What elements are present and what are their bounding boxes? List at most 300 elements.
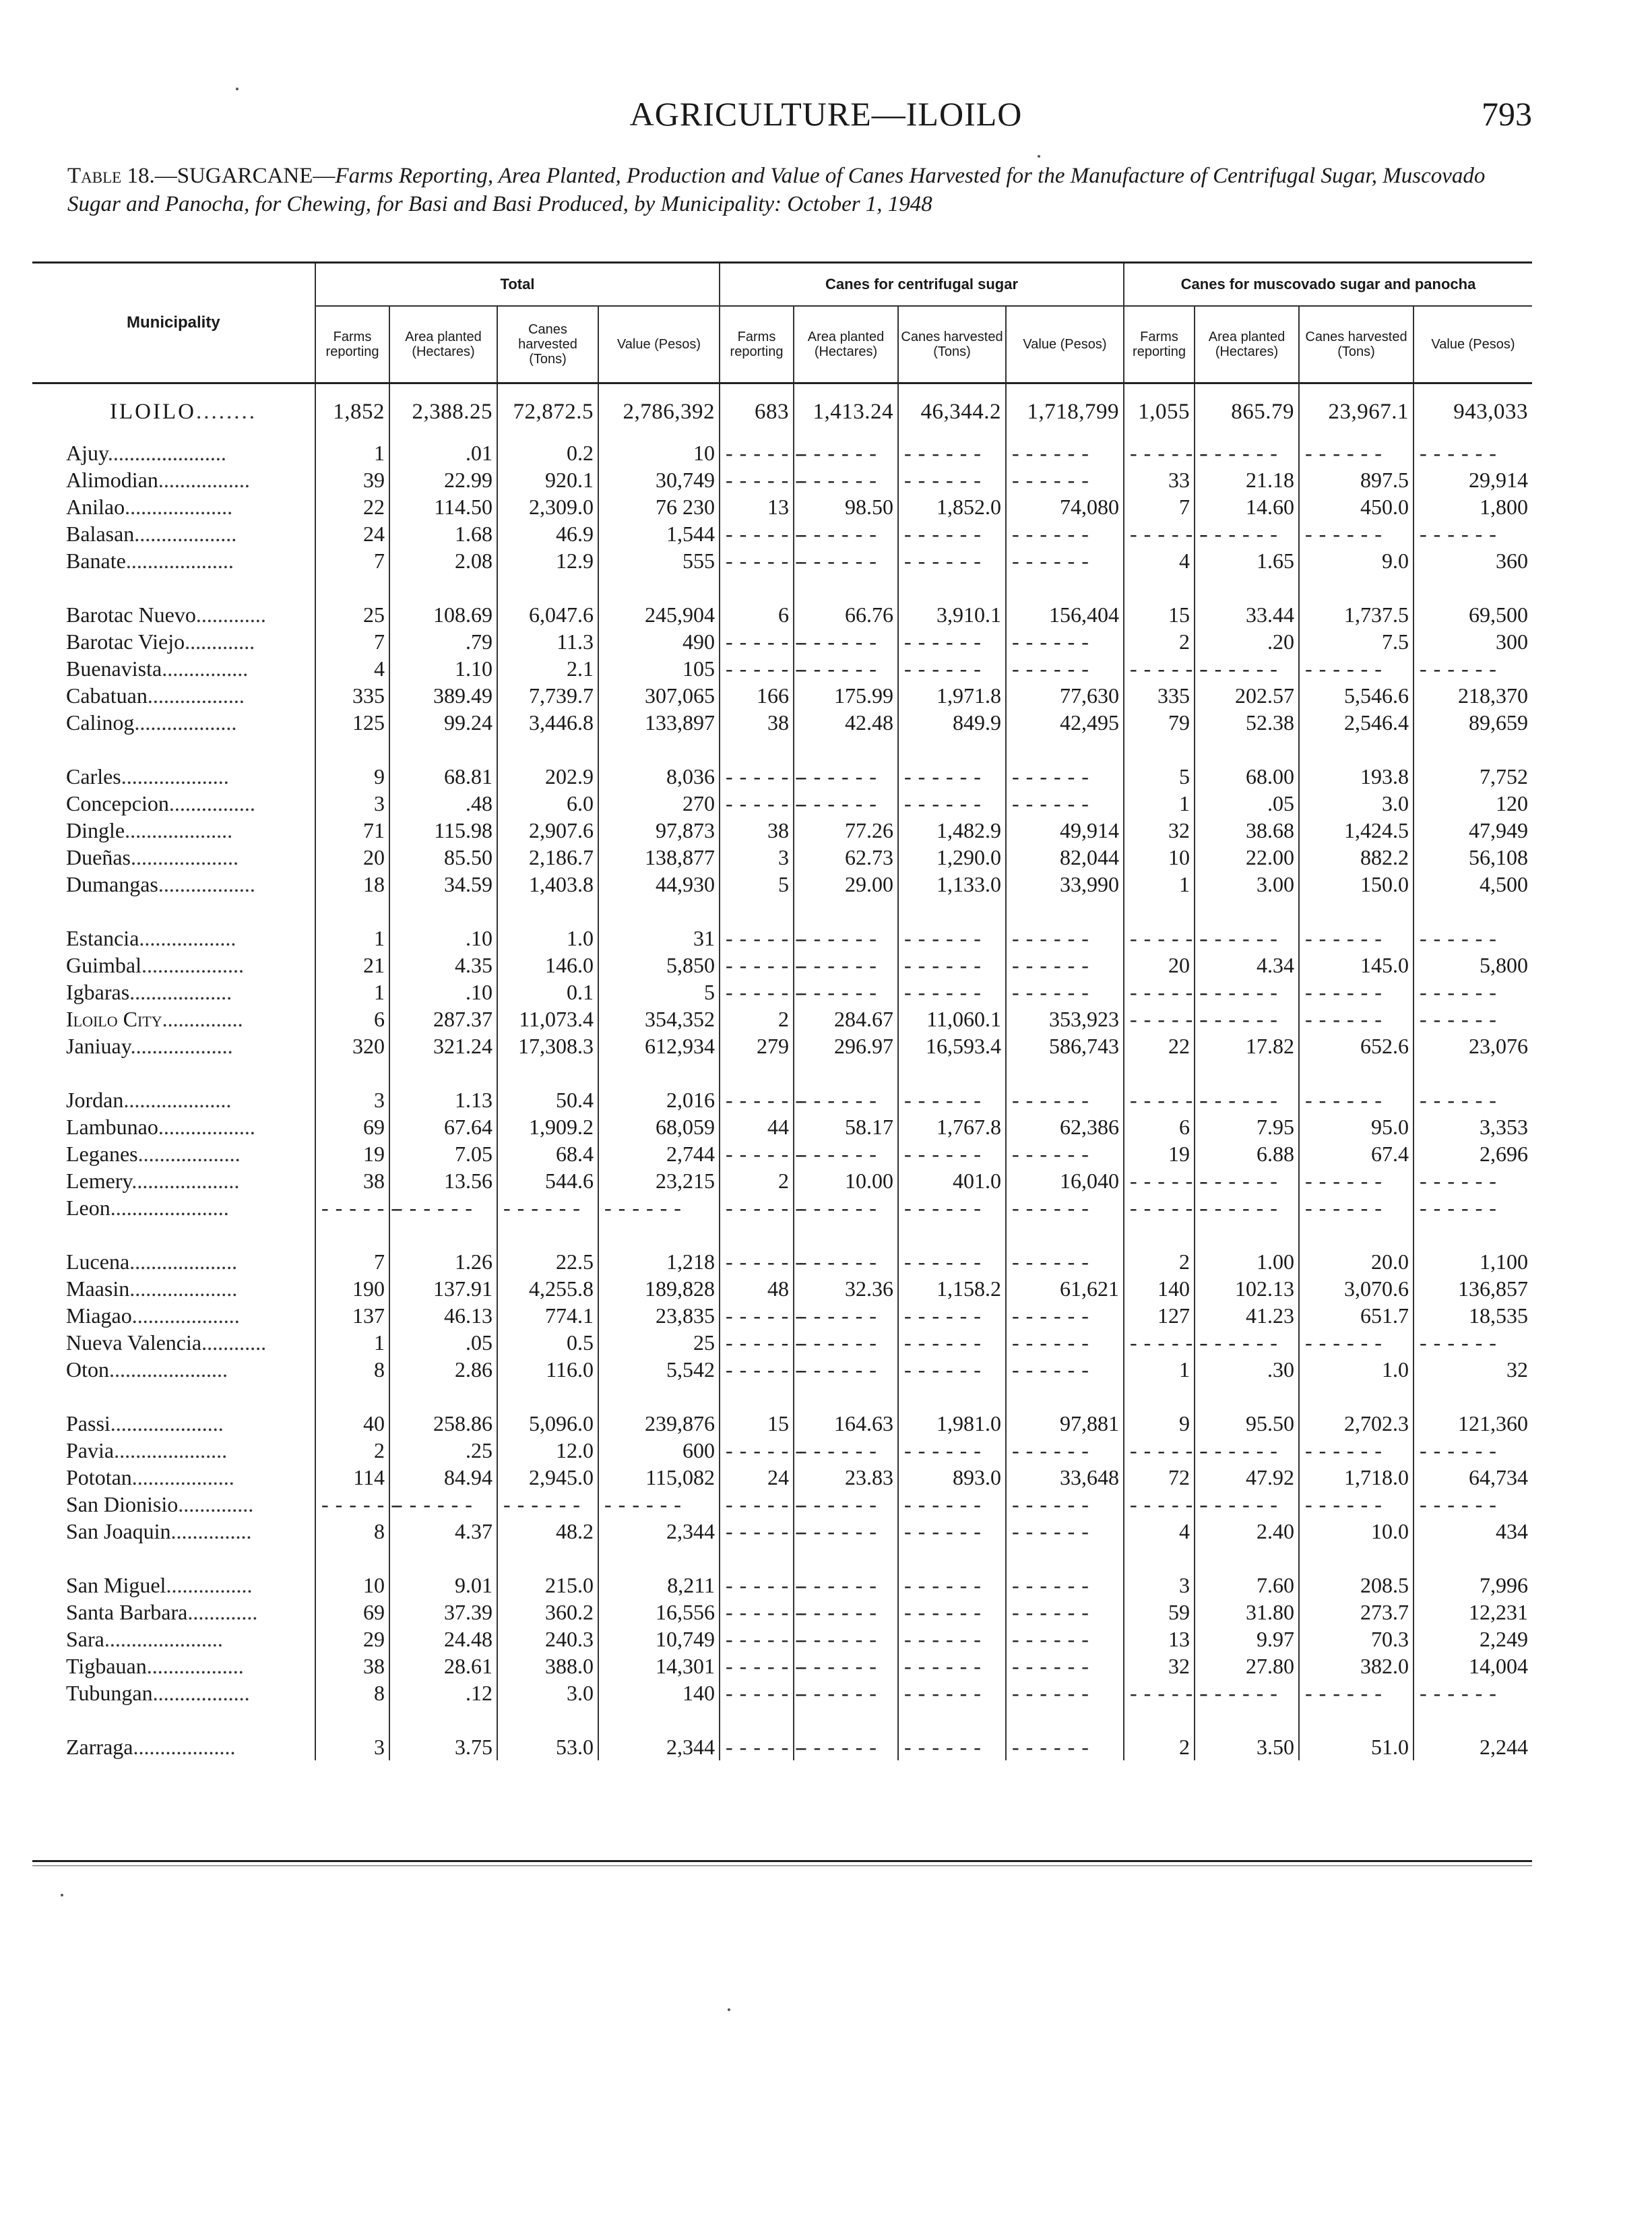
table-cell: 64,734	[1413, 1464, 1532, 1491]
table-cell: 360.2	[497, 1599, 598, 1626]
table-cell: 31.80	[1195, 1599, 1299, 1626]
spacer-cell	[315, 1383, 389, 1410]
table-cell: 6.88	[1195, 1140, 1299, 1167]
table-cell: .79	[389, 628, 497, 655]
table-cell: 7,739.7	[497, 682, 598, 709]
empty-cell: - - - - - -	[1299, 520, 1413, 547]
table-cell: .12	[389, 1679, 497, 1706]
table-cell: 8	[315, 1518, 389, 1545]
table-cell: 0.2	[497, 439, 598, 466]
running-title: AGRICULTURE—ILOILO	[629, 95, 1023, 133]
empty-cell: - - - - - -	[1124, 1437, 1195, 1464]
table-cell: 7.5	[1299, 628, 1413, 655]
spacer-cell	[1195, 1221, 1299, 1248]
table-cell: 32.36	[794, 1275, 898, 1302]
empty-cell: - - - - - -	[720, 1194, 794, 1221]
table-cell: 38	[315, 1167, 389, 1194]
spacer-cell	[720, 1221, 794, 1248]
empty-cell: - - - - - -	[898, 1329, 1006, 1356]
municipality-name: Jordan....................	[66, 1087, 232, 1112]
table-row	[32, 925, 1532, 952]
empty-cell: - - - - - -	[1413, 979, 1532, 1006]
empty-cell: - - - - - -	[898, 1652, 1006, 1679]
empty-cell: - - - - - -	[1299, 655, 1413, 682]
table-cell: 2	[1124, 1248, 1195, 1275]
empty-cell: - - - - - -	[794, 520, 898, 547]
table-cell: 1	[315, 925, 389, 952]
table-cell: 8,036	[598, 763, 720, 790]
table-cell: 5,096.0	[497, 1410, 598, 1437]
table-body	[32, 383, 1532, 1761]
table-row	[32, 952, 1532, 979]
spacer-cell	[389, 1706, 497, 1733]
table-cell: 125	[315, 709, 389, 736]
spacer-cell	[32, 898, 315, 925]
municipality-name: Barotac Nuevo.............	[66, 602, 266, 627]
empty-cell: - - - - - -	[1299, 979, 1413, 1006]
spacer-cell	[794, 898, 898, 925]
table-cell: 652.6	[1299, 1032, 1413, 1059]
table-cell: 4,500	[1413, 871, 1532, 898]
table-row	[32, 871, 1532, 898]
table-cell: 1,852.0	[898, 493, 1006, 520]
table-cell: 32	[1124, 1652, 1195, 1679]
empty-cell: - - - - - -	[315, 1194, 389, 1221]
table-row	[32, 520, 1532, 547]
empty-cell: - - - - - -	[720, 466, 794, 493]
table-cell: .25	[389, 1437, 497, 1464]
empty-cell: - - - - - -	[898, 1572, 1006, 1599]
spacer-cell	[598, 574, 720, 601]
table-cell: 3	[315, 1733, 389, 1760]
table-cell: 24	[720, 1464, 794, 1491]
spacer-cell	[497, 1706, 598, 1733]
empty-cell: - - - - - -	[794, 439, 898, 466]
empty-cell: - - - - - -	[1006, 655, 1124, 682]
table-row	[32, 1518, 1532, 1545]
table-row	[32, 817, 1532, 844]
empty-cell: - - - - - -	[1124, 655, 1195, 682]
empty-cell: - - - - - -	[898, 790, 1006, 817]
empty-cell: - - - - - -	[1413, 1491, 1532, 1518]
empty-cell: - - - - - -	[1006, 1302, 1124, 1329]
table-cell: 1,981.0	[898, 1410, 1006, 1437]
table-cell: 53.0	[497, 1733, 598, 1760]
table-cell: 5,850	[598, 952, 720, 979]
empty-cell: - - - - - -	[1006, 790, 1124, 817]
empty-cell: - - - - - -	[720, 1491, 794, 1518]
table-row	[32, 1032, 1532, 1059]
table-cell: 3,070.6	[1299, 1275, 1413, 1302]
table-cell: 893.0	[898, 1464, 1006, 1491]
table-cell: 7,996	[1413, 1572, 1532, 1599]
subhead-area: Area planted (Hectares)	[1195, 306, 1299, 383]
table-caption-subtitle: Farms Reporting, Area Planted, Production and Value of Canes Harvested for the Manufacture of Centrifugal Sugar, Muscovado Sugar and Panocha, for Chewing, for Basi and Basi Produced, by Municipality: October 1, 1948	[67, 164, 1486, 216]
spacer-cell	[1299, 898, 1413, 925]
table-cell: 1,852	[315, 383, 389, 440]
empty-cell: - - - - - -	[497, 1491, 598, 1518]
empty-cell: - - - - - -	[1413, 925, 1532, 952]
table-cell: 1,718,799	[1006, 383, 1124, 440]
empty-cell: - - - - - -	[898, 628, 1006, 655]
empty-cell: - - - - - -	[1413, 439, 1532, 466]
table-row	[32, 1356, 1532, 1383]
table-cell: 164.63	[794, 1410, 898, 1437]
empty-cell: - - - - - -	[898, 1599, 1006, 1626]
table-cell: 2.08	[389, 547, 497, 574]
empty-cell: - - - - - -	[720, 628, 794, 655]
subhead-area: Area planted (Hectares)	[389, 306, 497, 383]
empty-cell: - - - - - -	[720, 1302, 794, 1329]
empty-cell: - - - - - -	[794, 1356, 898, 1383]
spacer-cell	[389, 736, 497, 763]
table-row	[32, 709, 1532, 736]
spacer-cell	[598, 1221, 720, 1248]
empty-cell: - - - - - -	[1195, 439, 1299, 466]
table-cell: 14.60	[1195, 493, 1299, 520]
empty-cell: - - - - - -	[1124, 979, 1195, 1006]
spacer-cell	[898, 1383, 1006, 1410]
spacer-cell	[720, 736, 794, 763]
table-cell: 19	[1124, 1140, 1195, 1167]
empty-cell: - - - - - -	[720, 763, 794, 790]
table-cell: 12.9	[497, 547, 598, 574]
spacer-cell	[389, 1221, 497, 1248]
empty-cell: - - - - - -	[1124, 520, 1195, 547]
empty-cell: - - - - - -	[794, 1248, 898, 1275]
empty-cell: - - - - - -	[1006, 547, 1124, 574]
spacer-cell	[720, 898, 794, 925]
table-cell: 40	[315, 1410, 389, 1437]
table-cell: 1,403.8	[497, 871, 598, 898]
empty-cell: - - - - - -	[898, 547, 1006, 574]
municipality-name: Lucena....................	[66, 1249, 238, 1274]
spacer-row	[32, 1221, 1532, 1248]
table-cell: 95.0	[1299, 1113, 1413, 1140]
table-cell: 16,593.4	[898, 1032, 1006, 1059]
spacer-cell	[1006, 1221, 1124, 1248]
empty-cell: - - - - - -	[720, 979, 794, 1006]
table-cell: 47,949	[1413, 817, 1532, 844]
table-cell: 25	[315, 601, 389, 628]
scan-speck	[1038, 155, 1040, 158]
spacer-cell	[497, 1545, 598, 1572]
municipality-name: Igbaras...................	[66, 979, 232, 1004]
table-cell: 193.8	[1299, 763, 1413, 790]
empty-cell: - - - - - -	[1299, 1194, 1413, 1221]
table-caption-label: Table 18.—SUGARCANE—	[67, 164, 336, 188]
table-cell: 2,546.4	[1299, 709, 1413, 736]
table-row	[32, 844, 1532, 871]
empty-cell: - - - - - -	[1124, 439, 1195, 466]
municipality-name: Cabatuan..................	[66, 683, 245, 708]
table-cell: 1.00	[1195, 1248, 1299, 1275]
table-cell: 321.24	[389, 1032, 497, 1059]
table-cell: 240.3	[497, 1626, 598, 1652]
spacer-cell	[315, 1221, 389, 1248]
municipality-name: Ajuy......................	[66, 440, 226, 465]
municipality-name: Balasan...................	[66, 521, 237, 546]
table-cell: 145.0	[1299, 952, 1413, 979]
table-cell: 2,186.7	[497, 844, 598, 871]
table-cell: 2,388.25	[389, 383, 497, 440]
spacer-cell	[898, 1059, 1006, 1086]
table-cell: 320	[315, 1032, 389, 1059]
empty-cell: - - - - - -	[1299, 1491, 1413, 1518]
table-cell: 1,482.9	[898, 817, 1006, 844]
table-cell: 555	[598, 547, 720, 574]
empty-cell: - - - - - -	[1006, 1491, 1124, 1518]
table-cell: 882.2	[1299, 844, 1413, 871]
table-cell: 1.0	[1299, 1356, 1413, 1383]
table-row	[32, 439, 1532, 466]
table-cell: 95.50	[1195, 1410, 1299, 1437]
empty-cell: - - - - - -	[794, 1491, 898, 1518]
table-cell: 61,621	[1006, 1275, 1124, 1302]
table-cell: 58.17	[794, 1113, 898, 1140]
table-row	[32, 1194, 1532, 1221]
empty-cell: - - - - - -	[1195, 520, 1299, 547]
empty-cell: - - - - - -	[1195, 925, 1299, 952]
empty-cell: - - - - - -	[794, 1733, 898, 1760]
total-row	[32, 383, 1532, 440]
spacer-cell	[1124, 1545, 1195, 1572]
table-cell: 300	[1413, 628, 1532, 655]
empty-cell: - - - - - -	[898, 1437, 1006, 1464]
table-cell: 15	[1124, 601, 1195, 628]
spacer-cell	[1299, 1059, 1413, 1086]
spacer-cell	[315, 1059, 389, 1086]
table-cell: 1	[1124, 871, 1195, 898]
empty-cell: - - - - - -	[720, 1652, 794, 1679]
empty-cell: - - - - - -	[1124, 1194, 1195, 1221]
table-cell: 2,945.0	[497, 1464, 598, 1491]
municipality-name: Carles....................	[66, 764, 229, 789]
table-row	[32, 1140, 1532, 1167]
table-cell: 156,404	[1006, 601, 1124, 628]
spacer-cell	[1299, 574, 1413, 601]
table-cell: 5	[720, 871, 794, 898]
table-cell: 612,934	[598, 1032, 720, 1059]
table-cell: 136,857	[1413, 1275, 1532, 1302]
spacer-cell	[32, 1221, 315, 1248]
empty-cell: - - - - - -	[1006, 1356, 1124, 1383]
empty-cell: - - - - - -	[720, 1679, 794, 1706]
spacer-cell	[32, 1545, 315, 1572]
empty-cell: - - - - - -	[1006, 1086, 1124, 1113]
empty-cell: - - - - - -	[720, 1572, 794, 1599]
spacer-cell	[794, 1545, 898, 1572]
table-cell: 4	[315, 655, 389, 682]
empty-cell: - - - - - -	[1195, 1679, 1299, 1706]
spacer-row	[32, 1706, 1532, 1733]
table-cell: .01	[389, 439, 497, 466]
table-cell: 137.91	[389, 1275, 497, 1302]
table-cell: 62.73	[794, 844, 898, 871]
table-cell: 23,835	[598, 1302, 720, 1329]
spacer-cell	[1195, 736, 1299, 763]
spacer-row	[32, 898, 1532, 925]
municipality-name: Tigbauan..................	[66, 1653, 244, 1678]
spacer-cell	[497, 898, 598, 925]
table-cell: 44	[720, 1113, 794, 1140]
table-cell: 2,907.6	[497, 817, 598, 844]
table-cell: 84.94	[389, 1464, 497, 1491]
table-cell: 85.50	[389, 844, 497, 871]
table-cell: 5,800	[1413, 952, 1532, 979]
table-cell: 1.65	[1195, 547, 1299, 574]
spacer-cell	[598, 1383, 720, 1410]
table-cell: 22.5	[497, 1248, 598, 1275]
empty-cell: - - - - - -	[794, 952, 898, 979]
spacer-cell	[1124, 1059, 1195, 1086]
empty-cell: - - - - - -	[1006, 763, 1124, 790]
table-cell: 114	[315, 1464, 389, 1491]
empty-cell: - - - - - -	[1195, 1437, 1299, 1464]
table-cell: 23,967.1	[1299, 383, 1413, 440]
scan-speck	[728, 2008, 730, 2011]
table-cell: 2.1	[497, 655, 598, 682]
table-cell: 6	[315, 1006, 389, 1032]
table-cell: 202.9	[497, 763, 598, 790]
spacer-row	[32, 1545, 1532, 1572]
table-cell: 51.0	[1299, 1733, 1413, 1760]
subhead-farms: Farms reporting	[1124, 306, 1195, 383]
table-cell: 12.0	[497, 1437, 598, 1464]
stub-header: Municipality	[32, 264, 315, 383]
table-cell: 48.2	[497, 1518, 598, 1545]
table-cell: 6	[1124, 1113, 1195, 1140]
table-cell: 1,100	[1413, 1248, 1532, 1275]
empty-cell: - - - - - -	[720, 1356, 794, 1383]
table-cell: 774.1	[497, 1302, 598, 1329]
empty-cell: - - - - - -	[898, 1248, 1006, 1275]
table-cell: 382.0	[1299, 1652, 1413, 1679]
table-cell: 1.26	[389, 1248, 497, 1275]
empty-cell: - - - - - -	[1413, 1086, 1532, 1113]
scan-speck	[61, 1894, 63, 1896]
empty-cell: - - - - - -	[1299, 1167, 1413, 1194]
table-cell: 9.01	[389, 1572, 497, 1599]
municipality-name: Estancia..................	[66, 925, 236, 950]
empty-cell: - - - - - -	[1124, 1679, 1195, 1706]
table-cell: 46.9	[497, 520, 598, 547]
group-header-muscovado: Canes for muscovado sugar and panocha	[1124, 264, 1532, 306]
spacer-row	[32, 1059, 1532, 1086]
municipality-name: Pototan...................	[66, 1464, 234, 1489]
table-cell: 19	[315, 1140, 389, 1167]
empty-cell: - - - - - -	[1006, 466, 1124, 493]
table-cell: 146.0	[497, 952, 598, 979]
spacer-cell	[720, 1545, 794, 1572]
empty-cell: - - - - - -	[720, 925, 794, 952]
table-cell: 52.38	[1195, 709, 1299, 736]
spacer-cell	[1299, 1221, 1413, 1248]
table-cell: 683	[720, 383, 794, 440]
table-cell: 14,301	[598, 1652, 720, 1679]
table-cell: 943,033	[1413, 383, 1532, 440]
spacer-cell	[32, 1059, 315, 1086]
spacer-cell	[1006, 1059, 1124, 1086]
table-cell: 434	[1413, 1518, 1532, 1545]
spacer-cell	[389, 574, 497, 601]
empty-cell: - - - - - -	[1299, 925, 1413, 952]
table-cell: 5,546.6	[1299, 682, 1413, 709]
table-cell: 30,749	[598, 466, 720, 493]
sugarcane-table	[32, 261, 1532, 1760]
empty-cell: - - - - - -	[1124, 1329, 1195, 1356]
spacer-cell	[598, 736, 720, 763]
table-cell: 115.98	[389, 817, 497, 844]
empty-cell: - - - - - -	[794, 655, 898, 682]
table-cell: 42.48	[794, 709, 898, 736]
empty-cell: - - - - - -	[1413, 1167, 1532, 1194]
municipality-name: Oton......................	[66, 1357, 228, 1382]
table-cell: 67.64	[389, 1113, 497, 1140]
empty-cell: - - - - - -	[1195, 1329, 1299, 1356]
subhead-tons: Canes harvested (Tons)	[898, 306, 1006, 383]
empty-cell: - - - - - -	[1195, 655, 1299, 682]
subhead-value: Value (Pesos)	[1006, 306, 1124, 383]
table-cell: 279	[720, 1032, 794, 1059]
table-cell: 1,737.5	[1299, 601, 1413, 628]
municipality-name: Guimbal...................	[66, 952, 244, 977]
table-cell: 2,702.3	[1299, 1410, 1413, 1437]
spacer-cell	[1006, 1545, 1124, 1572]
table-cell: 8	[315, 1679, 389, 1706]
table-cell: 2	[1124, 628, 1195, 655]
table-cell: 651.7	[1299, 1302, 1413, 1329]
empty-cell: - - - - - -	[794, 925, 898, 952]
table-cell: 17,308.3	[497, 1032, 598, 1059]
spacer-cell	[1413, 1545, 1532, 1572]
empty-cell: - - - - - -	[898, 1733, 1006, 1760]
spacer-cell	[794, 1383, 898, 1410]
table-cell: 5,542	[598, 1356, 720, 1383]
table-cell: 2,786,392	[598, 383, 720, 440]
empty-cell: - - - - - -	[898, 1086, 1006, 1113]
spacer-cell	[497, 1221, 598, 1248]
table-cell: 1,767.8	[898, 1113, 1006, 1140]
table-cell: 2,344	[598, 1518, 720, 1545]
table-cell: 0.5	[497, 1329, 598, 1356]
empty-cell: - - - - - -	[794, 1652, 898, 1679]
table-row	[32, 655, 1532, 682]
table-cell: 74,080	[1006, 493, 1124, 520]
table-cell: 1,544	[598, 520, 720, 547]
table-row	[32, 628, 1532, 655]
table-cell: 140	[1124, 1275, 1195, 1302]
spacer-cell	[497, 574, 598, 601]
empty-cell: - - - - - -	[598, 1194, 720, 1221]
empty-cell: - - - - - -	[1299, 439, 1413, 466]
table-cell: .48	[389, 790, 497, 817]
table-row	[32, 1491, 1532, 1518]
empty-cell: - - - - - -	[1195, 1491, 1299, 1518]
spacer-cell	[315, 1545, 389, 1572]
empty-cell: - - - - - -	[794, 763, 898, 790]
table-cell: 2	[720, 1006, 794, 1032]
empty-cell: - - - - - -	[1413, 520, 1532, 547]
table-cell: 4	[1124, 1518, 1195, 1545]
spacer-cell	[1299, 1383, 1413, 1410]
empty-cell: - - - - - -	[1195, 1194, 1299, 1221]
table-cell: 66.76	[794, 601, 898, 628]
empty-cell: - - - - - -	[720, 439, 794, 466]
empty-cell: - - - - - -	[898, 1140, 1006, 1167]
table-row	[32, 1302, 1532, 1329]
municipality-name: Banate....................	[66, 548, 234, 573]
